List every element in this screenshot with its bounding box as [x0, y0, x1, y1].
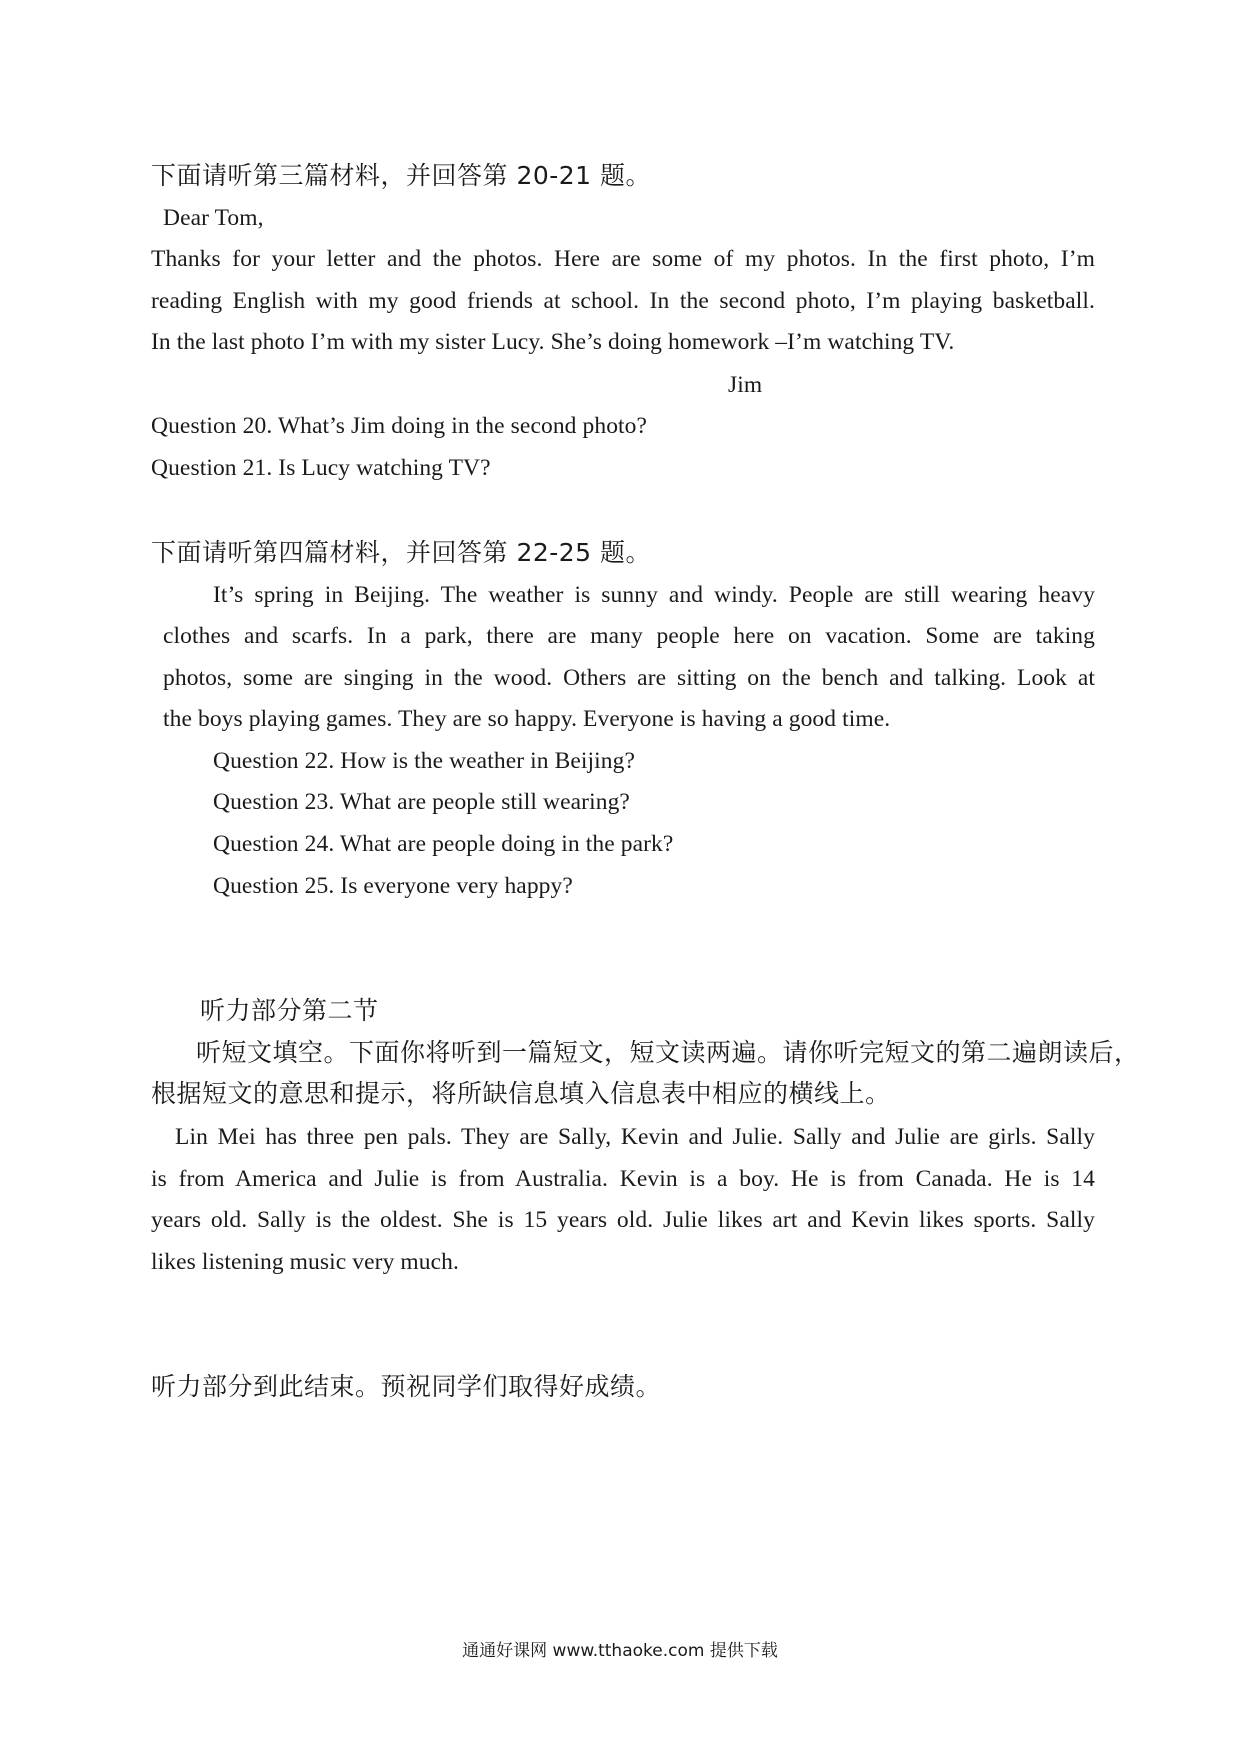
passage-line: Lin Mei has three pen pals. They are Sally, Kevin and Julie. Sally and Julie are girls. Sally — [175, 1124, 1095, 1150]
question-item: Question 24. What are people doing in the park? — [213, 831, 674, 857]
part2-title: 听力部分第二节 — [200, 996, 379, 1025]
section3-heading: 下面请听第三篇材料，并回答第 20-21 题。 — [151, 161, 652, 190]
question-item: Question 25. Is everyone very happy? — [213, 873, 573, 899]
part2-instruction: 听短文填空。下面你将听到一篇短文，短文读两遍。请你听完短文的第二遍朗读后， — [196, 1038, 1140, 1067]
passage-line: the boys playing games. They are so happy. Everyone is having a good time. — [163, 706, 891, 732]
letter-salutation: Dear Tom, — [163, 205, 264, 231]
letter-line: reading English with my good friends at school. In the second photo, I’m playing basketball. — [151, 288, 1095, 314]
letter-line: Thanks for your letter and the photos. Here are some of my photos. In the first photo, I’m — [151, 246, 1095, 272]
question-item: Question 20. What’s Jim doing in the second photo? — [151, 413, 648, 439]
passage-line: likes listening music very much. — [151, 1249, 459, 1275]
closing-text: 听力部分到此结束。预祝同学们取得好成绩。 — [151, 1372, 662, 1401]
passage-line: is from America and Julie is from Australia. Kevin is a boy. He is from Canada. He is 14 — [151, 1166, 1095, 1192]
passage-line: years old. Sally is the oldest. She is 15 years old. Julie likes art and Kevin likes sports. Sally — [151, 1207, 1095, 1233]
letter-signature: Jim — [728, 372, 763, 398]
section4-heading: 下面请听第四篇材料，并回答第 22-25 题。 — [151, 538, 652, 567]
passage-line: clothes and scarfs. In a park, there are many people here on vacation. Some are taking — [163, 623, 1095, 649]
passage-line: It’s spring in Beijing. The weather is sunny and windy. People are still wearing heavy — [213, 582, 1095, 608]
question-item: Question 22. How is the weather in Beijing? — [213, 748, 635, 774]
question-item: Question 21. Is Lucy watching TV? — [151, 455, 491, 481]
letter-line: In the last photo I’m with my sister Lucy. She’s doing homework –I’m watching TV. — [151, 329, 955, 355]
passage-line: photos, some are singing in the wood. Others are sitting on the bench and talking. Look at — [163, 665, 1095, 691]
page-footer: 通通好课网 www.tthaoke.com 提供下载 — [462, 1641, 778, 1661]
question-item: Question 23. What are people still wearing? — [213, 789, 630, 815]
part2-instruction: 根据短文的意思和提示，将所缺信息填入信息表中相应的横线上。 — [151, 1079, 891, 1108]
